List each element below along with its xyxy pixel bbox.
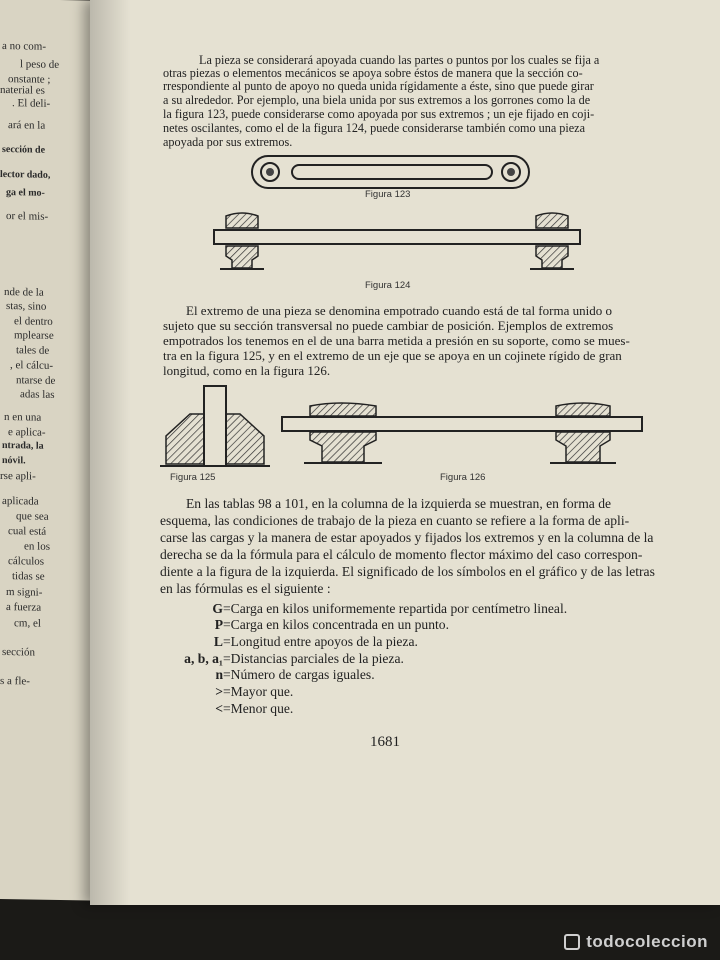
paragraph-2-line-1: El extremo de una pieza se denomina empotrado cuando está de tal forma unido o: [186, 303, 612, 318]
paragraph-3-line-2: esquema, las condiciones de trabajo de la pieza en cuanto se refiere a la forma de apli-: [160, 513, 630, 528]
figure-126-shaft-on-long-bearings: [280, 402, 644, 468]
paragraph-3-line-4: derecha se da la fórmula para el cálculo de momento flector máximo del caso correspon-: [160, 547, 643, 562]
left-page-line: a no com-: [2, 39, 46, 53]
left-page-line: onstante ;: [8, 73, 51, 86]
paragraph-3-line-3: carse las cargas y la manera de estar apoyados y fijados los extremos y en la columna de la: [160, 530, 654, 545]
legend-symbol-g: G: [212, 601, 223, 616]
watermark-logo: [564, 932, 708, 952]
paragraph-2-line-5: longitud, como en la figura 126.: [163, 363, 331, 378]
left-page-line: nde de la: [4, 286, 44, 299]
left-page-line: ga el mo-: [6, 187, 45, 199]
left-page-line: que sea: [16, 510, 49, 523]
left-page-line: tales de: [16, 344, 50, 357]
left-page-line: ntarse de: [16, 374, 56, 387]
paragraph-1-line-6: netes oscilantes, como el de la figura 124, puede considerarse también como una pieza: [163, 121, 586, 135]
paragraph-1-line-3: rrespondiente al punto de apoyo no queda unida rígidamente a éste, sino que puede girar: [163, 79, 594, 93]
left-page-line: m signi-: [6, 586, 43, 599]
legend-symbol-distances: a, b, a₁: [184, 651, 223, 666]
paragraph-1-line-1: La pieza se considerará apoyada cuando las partes o puntos por los cuales se fija a: [199, 53, 600, 67]
left-page-line: naterial es: [0, 83, 45, 97]
figure-125-caption: Figura 125: [170, 472, 216, 483]
left-page-line: cm, el: [14, 617, 41, 630]
page-number: 1681: [370, 734, 400, 750]
left-page-line: l peso de: [20, 58, 60, 71]
paragraph-3-line-6: en las fórmulas es el siguiente :: [160, 581, 331, 596]
left-page-line: el dentro: [14, 315, 53, 328]
left-page-line: ntrada, la: [2, 439, 44, 452]
left-page-line: sección: [2, 645, 35, 659]
paragraph-2-line-2: sujeto que su sección transversal no puede cambiar de posición. Ejemplos de extremos: [163, 318, 614, 333]
left-page-line: lector dado,: [0, 168, 51, 181]
legend-symbol-p: P: [214, 617, 223, 632]
paragraph-1-line-7: apoyada por sus extremos.: [163, 135, 293, 149]
figure-124-shaft-on-bearings: [212, 212, 582, 274]
left-page-line: a fuerza: [6, 601, 42, 614]
left-page-line: e aplica-: [8, 426, 46, 439]
figure-123-caption: Figura 123: [365, 189, 411, 200]
legend-meaning-g: =Carga en kilos uniformemente repartida por centímetro lineal.: [223, 601, 568, 616]
legend-meaning-less-than: =Menor que.: [223, 701, 294, 716]
left-page-line: mplearse: [14, 329, 54, 342]
left-page-line: , el cálcu-: [10, 359, 54, 372]
paragraph-1-line-5: la figura 123, puede considerarse como apoyada por sus extremos ; un eje fijado en coji-: [163, 107, 595, 121]
legend-symbol-n: n: [215, 667, 223, 682]
paragraph-3-line-5: diente a la figura de la izquierda. El significado de los símbolos en el gráfico y de las letras: [160, 564, 655, 579]
left-page-line: en los: [24, 540, 50, 553]
left-page-line: or el mis-: [6, 210, 49, 223]
legend-meaning-distances: =Distancias parciales de la pieza.: [223, 651, 404, 666]
watermark-icon: [564, 934, 580, 950]
left-page-line: tidas se: [12, 570, 45, 583]
left-page-line: ará en la: [8, 119, 46, 132]
legend-symbol-greater-than: >: [215, 684, 223, 699]
legend-meaning-l: =Longitud entre apoyos de la pieza.: [223, 634, 418, 649]
left-page-line: n en una: [4, 411, 42, 424]
figure-125-embedded-bar: [160, 382, 272, 470]
watermark-text: todocoleccion: [586, 932, 708, 951]
paragraph-1-line-2: otras piezas o elementos mecánicos se apoya sobre éstos de manera que la sección co-: [163, 66, 583, 80]
left-page-line: s a fle-: [0, 674, 30, 688]
figure-126-caption: Figura 126: [440, 472, 486, 483]
left-page-line: aplicada: [2, 494, 39, 508]
legend-meaning-p: =Carga en kilos concentrada en un punto.: [223, 617, 449, 632]
left-page-line: nóvil.: [2, 454, 26, 467]
left-page-line: . El deli-: [12, 97, 51, 110]
left-page-line: rse apli-: [0, 469, 36, 483]
left-page-line: stas, sino: [6, 300, 47, 313]
legend-symbol-l: L: [213, 634, 223, 649]
paragraph-1-line-4: a su alrededor. Por ejemplo, una biela unida por sus extremos a los gorrones como la de: [163, 93, 591, 107]
paragraph-3-line-1: En las tablas 98 a 101, en la columna de la izquierda se muestran, en forma de: [186, 496, 612, 511]
figure-124-caption: Figura 124: [365, 280, 411, 291]
paragraph-2-line-3: empotrados los tenemos en el de una barra metida a presión en su soporte, como se mues-: [163, 333, 630, 348]
legend-meaning-greater-than: =Mayor que.: [223, 684, 294, 699]
legend-meaning-n: =Número de cargas iguales.: [223, 667, 375, 682]
left-page-line: sección de: [2, 143, 46, 156]
legend-symbol-less-than: <: [215, 701, 223, 716]
figure-123-connecting-rod: [248, 152, 533, 192]
left-page-line: cual está: [8, 525, 47, 538]
paragraph-2-line-4: tra en la figura 125, y en el extremo de un eje que se apoya en un cojinete rígido de gran: [163, 348, 622, 363]
left-page-line: cálculos: [8, 555, 45, 568]
left-page-line: adas las: [20, 388, 55, 401]
